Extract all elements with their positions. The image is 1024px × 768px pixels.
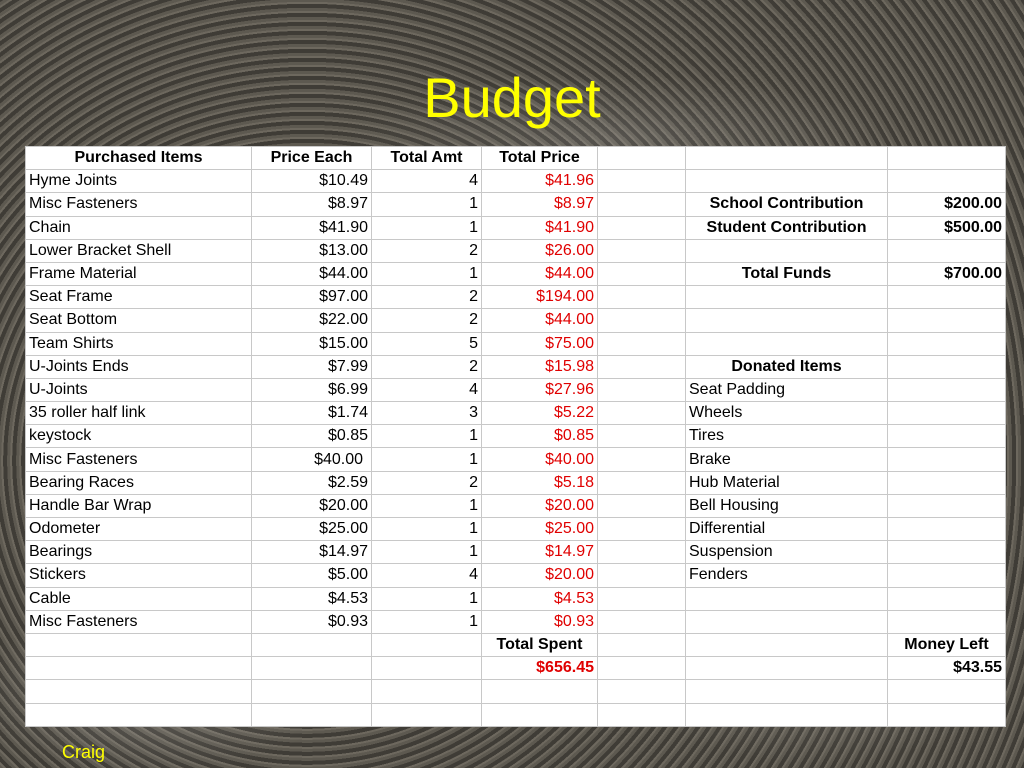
item-qty: 2	[372, 309, 482, 332]
empty-cell	[598, 193, 686, 216]
total-funds-label: Total Funds	[686, 262, 888, 285]
empty-cell	[598, 587, 686, 610]
empty-cell	[888, 239, 1006, 262]
header-price-each: Price Each	[252, 147, 372, 170]
empty-cell	[598, 239, 686, 262]
item-qty: 2	[372, 286, 482, 309]
table-row	[26, 471, 1006, 494]
item-name: Lower Bracket Shell	[26, 239, 252, 262]
empty-cell	[888, 471, 1006, 494]
empty-cell	[598, 262, 686, 285]
empty-cell	[252, 657, 372, 680]
item-qty: 1	[372, 518, 482, 541]
empty-cell	[598, 518, 686, 541]
item-qty: 1	[372, 541, 482, 564]
item-total: $27.96	[482, 378, 598, 401]
item-total: $25.00	[482, 518, 598, 541]
empty-cell	[252, 680, 372, 703]
table-row	[26, 448, 1006, 471]
item-name: Hyme Joints	[26, 170, 252, 193]
item-name: Seat Bottom	[26, 309, 252, 332]
empty-row	[26, 680, 1006, 703]
item-qty: 1	[372, 610, 482, 633]
empty-cell	[888, 564, 1006, 587]
item-total: $40.00	[482, 448, 598, 471]
empty-cell	[888, 378, 1006, 401]
empty-cell	[372, 703, 482, 726]
item-name: Stickers	[26, 564, 252, 587]
item-name: Misc Fasteners	[26, 610, 252, 633]
empty-cell	[888, 402, 1006, 425]
item-total: $14.97	[482, 541, 598, 564]
empty-cell	[26, 703, 252, 726]
item-price: $44.00	[252, 262, 372, 285]
empty-cell	[888, 147, 1006, 170]
item-price: $97.00	[252, 286, 372, 309]
item-price: $7.99	[252, 355, 372, 378]
empty-cell	[598, 494, 686, 517]
budget-table-body	[26, 147, 1006, 727]
empty-cell	[598, 657, 686, 680]
item-price: $13.00	[252, 239, 372, 262]
item-name: Bearing Races	[26, 471, 252, 494]
empty-cell	[686, 587, 888, 610]
empty-cell	[888, 448, 1006, 471]
table-row	[26, 494, 1006, 517]
empty-cell	[598, 309, 686, 332]
total-spent-value: $656.45	[482, 657, 598, 680]
header-total-amt: Total Amt	[372, 147, 482, 170]
empty-cell	[686, 239, 888, 262]
empty-cell	[26, 633, 252, 656]
empty-cell	[888, 494, 1006, 517]
student-contribution-value: $500.00	[888, 216, 1006, 239]
empty-cell	[888, 355, 1006, 378]
summary-label-row	[26, 633, 1006, 656]
item-qty: 1	[372, 193, 482, 216]
table-row	[26, 309, 1006, 332]
table-row	[26, 378, 1006, 401]
empty-cell	[372, 633, 482, 656]
header-total-price: Total Price	[482, 147, 598, 170]
table-row	[26, 332, 1006, 355]
school-contribution-value: $200.00	[888, 193, 1006, 216]
item-price: $22.00	[252, 309, 372, 332]
empty-cell	[598, 471, 686, 494]
item-name: Odometer	[26, 518, 252, 541]
empty-cell	[598, 216, 686, 239]
empty-cell	[888, 518, 1006, 541]
item-qty: 1	[372, 587, 482, 610]
item-qty: 4	[372, 378, 482, 401]
item-total: $4.53	[482, 587, 598, 610]
empty-cell	[888, 587, 1006, 610]
item-name: U-Joints Ends	[26, 355, 252, 378]
empty-cell	[686, 147, 888, 170]
empty-cell	[598, 286, 686, 309]
empty-cell	[598, 703, 686, 726]
item-price: $41.90	[252, 216, 372, 239]
summary-value-row	[26, 657, 1006, 680]
item-price: $2.59	[252, 471, 372, 494]
item-price: $6.99	[252, 378, 372, 401]
empty-cell	[686, 286, 888, 309]
empty-cell	[888, 332, 1006, 355]
item-qty: 1	[372, 448, 482, 471]
empty-cell	[598, 355, 686, 378]
empty-cell	[598, 610, 686, 633]
empty-cell	[888, 541, 1006, 564]
item-name: Misc Fasteners	[26, 448, 252, 471]
empty-cell	[888, 425, 1006, 448]
item-total: $5.22	[482, 402, 598, 425]
donated-item: Seat Padding	[686, 378, 888, 401]
item-price: $0.93	[252, 610, 372, 633]
empty-cell	[686, 703, 888, 726]
item-name: Seat Frame	[26, 286, 252, 309]
table-row	[26, 518, 1006, 541]
school-contribution-label: School Contribution	[686, 193, 888, 216]
empty-cell	[888, 309, 1006, 332]
item-total: $0.85	[482, 425, 598, 448]
money-left-label: Money Left	[888, 633, 1006, 656]
item-total: $194.00	[482, 286, 598, 309]
empty-cell	[686, 170, 888, 193]
item-qty: 4	[372, 564, 482, 587]
empty-cell	[686, 309, 888, 332]
donated-item: Bell Housing	[686, 494, 888, 517]
item-total: $15.98	[482, 355, 598, 378]
empty-row	[26, 703, 1006, 726]
empty-cell	[598, 448, 686, 471]
empty-cell	[598, 680, 686, 703]
item-qty: 1	[372, 262, 482, 285]
slide-title: Budget	[423, 66, 601, 129]
item-qty: 2	[372, 355, 482, 378]
empty-cell	[686, 657, 888, 680]
total-spent-label: Total Spent	[482, 633, 598, 656]
empty-cell	[888, 286, 1006, 309]
empty-cell	[888, 610, 1006, 633]
item-total: $5.18	[482, 471, 598, 494]
donated-items-heading: Donated Items	[686, 355, 888, 378]
item-name: 35 roller half link	[26, 402, 252, 425]
empty-cell	[598, 633, 686, 656]
empty-cell	[888, 170, 1006, 193]
empty-cell	[686, 680, 888, 703]
item-total: $41.96	[482, 170, 598, 193]
student-contribution-label: Student Contribution	[686, 216, 888, 239]
empty-cell	[372, 680, 482, 703]
empty-cell	[252, 633, 372, 656]
empty-cell	[598, 332, 686, 355]
table-row	[26, 355, 1006, 378]
item-name: Misc Fasteners	[26, 193, 252, 216]
table-row	[26, 541, 1006, 564]
empty-cell	[482, 680, 598, 703]
empty-cell	[598, 541, 686, 564]
table-row	[26, 402, 1006, 425]
item-qty: 3	[372, 402, 482, 425]
empty-cell	[598, 402, 686, 425]
empty-cell	[598, 170, 686, 193]
table-row	[26, 587, 1006, 610]
table-row	[26, 564, 1006, 587]
table-row	[26, 193, 1006, 216]
item-name: keystock	[26, 425, 252, 448]
item-qty: 1	[372, 494, 482, 517]
donated-item: Hub Material	[686, 471, 888, 494]
item-total: $8.97	[482, 193, 598, 216]
donated-item: Differential	[686, 518, 888, 541]
item-name: Frame Material	[26, 262, 252, 285]
item-qty: 1	[372, 425, 482, 448]
item-price: $8.97	[252, 193, 372, 216]
item-price: $15.00	[252, 332, 372, 355]
item-price: $14.97	[252, 541, 372, 564]
item-total: $0.93	[482, 610, 598, 633]
item-price: $25.00	[252, 518, 372, 541]
item-price: $4.53	[252, 587, 372, 610]
money-left-value: $43.55	[888, 657, 1006, 680]
item-name: U-Joints	[26, 378, 252, 401]
item-name: Cable	[26, 587, 252, 610]
donated-item: Wheels	[686, 402, 888, 425]
table-row	[26, 170, 1006, 193]
item-price: $1.74	[252, 402, 372, 425]
item-price: $0.85	[252, 425, 372, 448]
total-funds-value: $700.00	[888, 262, 1006, 285]
item-qty: 5	[372, 332, 482, 355]
item-price: $10.49	[252, 170, 372, 193]
empty-cell	[598, 147, 686, 170]
empty-cell	[598, 564, 686, 587]
donated-item: Tires	[686, 425, 888, 448]
empty-cell	[26, 657, 252, 680]
table-row	[26, 610, 1006, 633]
item-total: $75.00	[482, 332, 598, 355]
budget-table	[25, 146, 1006, 727]
empty-cell	[888, 703, 1006, 726]
item-name: Handle Bar Wrap	[26, 494, 252, 517]
empty-cell	[598, 378, 686, 401]
table-row	[26, 239, 1006, 262]
footer-author: Craig	[62, 742, 106, 762]
empty-cell	[686, 610, 888, 633]
table-row	[26, 262, 1006, 285]
item-total: $20.00	[482, 564, 598, 587]
item-name: Team Shirts	[26, 332, 252, 355]
item-total: $44.00	[482, 309, 598, 332]
empty-cell	[26, 680, 252, 703]
item-price: $40.00	[252, 448, 372, 471]
donated-item: Fenders	[686, 564, 888, 587]
header-purchased-items: Purchased Items	[26, 147, 252, 170]
empty-cell	[686, 332, 888, 355]
item-price: $20.00	[252, 494, 372, 517]
empty-cell	[888, 680, 1006, 703]
item-price: $5.00	[252, 564, 372, 587]
donated-item: Brake	[686, 448, 888, 471]
table-row	[26, 216, 1006, 239]
item-total: $20.00	[482, 494, 598, 517]
empty-cell	[252, 703, 372, 726]
empty-cell	[482, 703, 598, 726]
item-total: $26.00	[482, 239, 598, 262]
table-row	[26, 425, 1006, 448]
header-row	[26, 147, 1006, 170]
donated-item: Suspension	[686, 541, 888, 564]
empty-cell	[598, 425, 686, 448]
item-qty: 2	[372, 471, 482, 494]
item-qty: 1	[372, 216, 482, 239]
empty-cell	[686, 633, 888, 656]
item-name: Bearings	[26, 541, 252, 564]
item-total: $41.90	[482, 216, 598, 239]
empty-cell	[372, 657, 482, 680]
item-total: $44.00	[482, 262, 598, 285]
item-qty: 2	[372, 239, 482, 262]
item-name: Chain	[26, 216, 252, 239]
table-row	[26, 286, 1006, 309]
item-qty: 4	[372, 170, 482, 193]
